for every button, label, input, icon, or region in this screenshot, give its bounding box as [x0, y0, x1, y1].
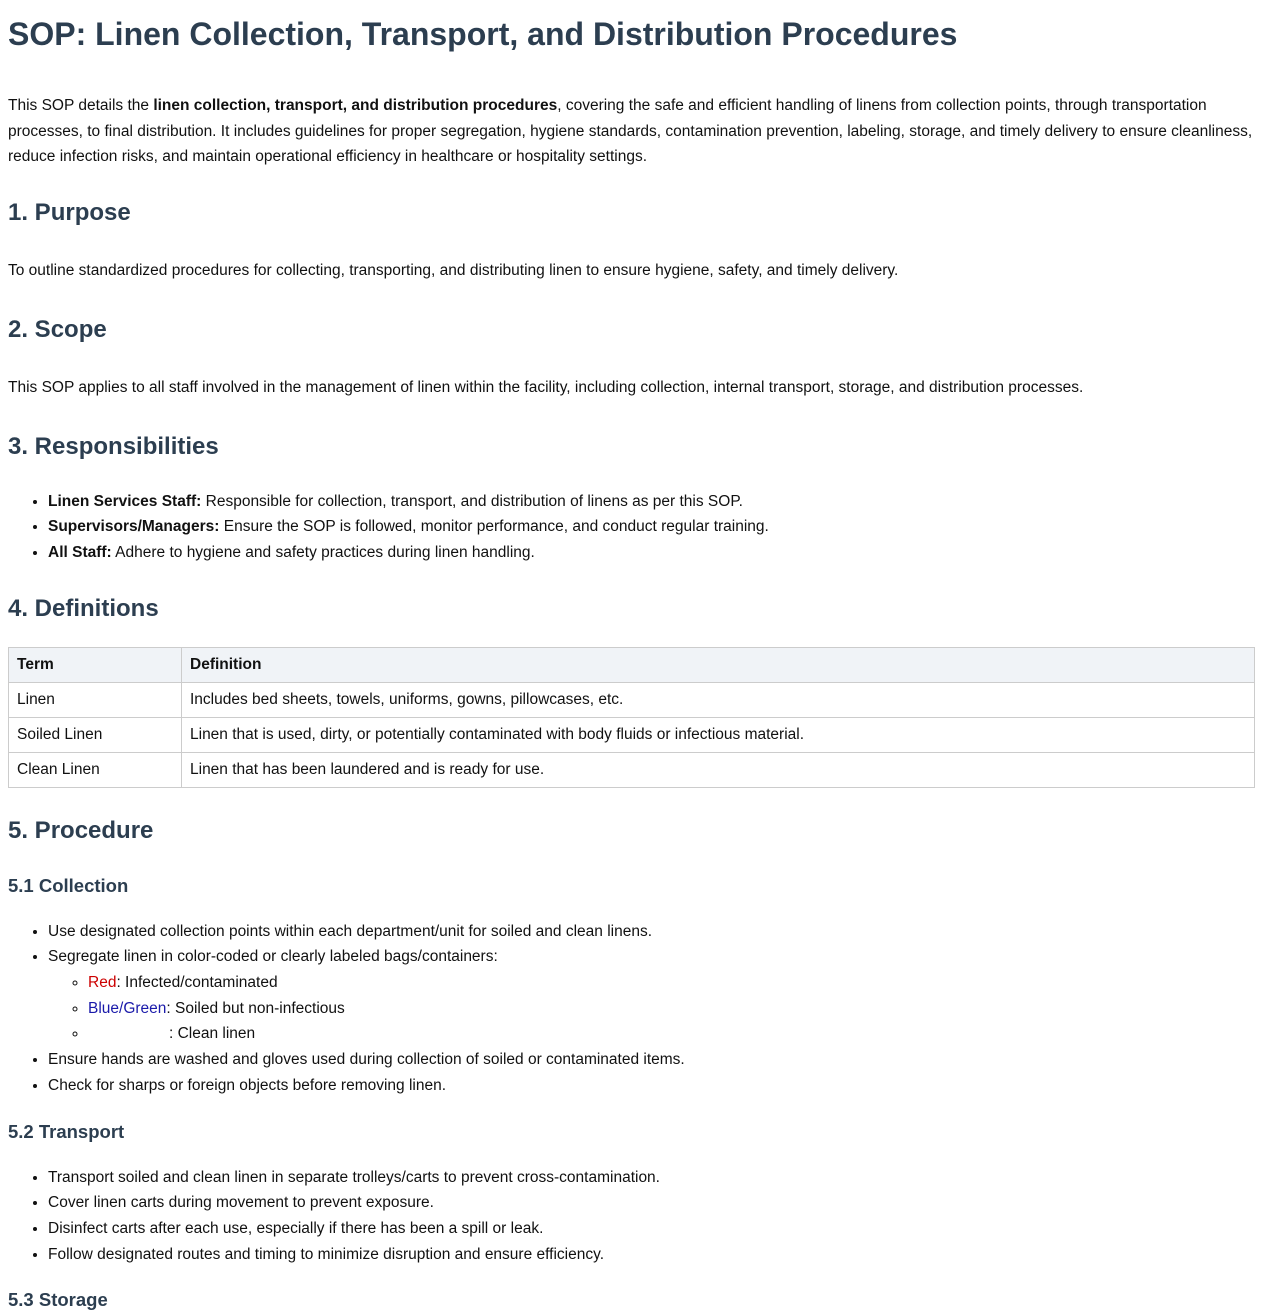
list-item — [88, 1021, 1255, 1047]
color-code-text: : Infected/contaminated — [116, 974, 278, 992]
purpose-heading: 1. Purpose — [8, 198, 131, 226]
intro-paragraph — [8, 93, 1253, 170]
list-item: • Disinfect carts after each use, especially if there has been a spill or leak. — [48, 1216, 1255, 1242]
color-code-text: : Clean linen — [168, 1025, 256, 1043]
definitions-table — [8, 647, 1255, 788]
purpose-text: To outline standardized procedures for collecting, transporting, and distributing linen to ensure hygiene, safety, and timely delivery. — [8, 261, 899, 279]
color-code-text: : Soiled but non-infectious — [166, 999, 345, 1017]
intro-text-end: , covering the safe and efficient handling of linens from collection points, through transportation processes, to final distribution. It includes guidelines for proper segregation, hygiene standards, contamination prevention, labeling, storage, and timely delivery to ensure cleanliness, reduce infection risks, and maintain operational efficiency in healthcare or hospitality settings. — [8, 97, 1253, 165]
intro-text-start: This SOP details the — [8, 97, 154, 114]
role-description: Adhere to hygiene and safety practices during linen handling. — [111, 543, 535, 561]
list-item: • Cover linen carts during movement to prevent exposure. — [48, 1190, 1255, 1216]
color-code-list — [48, 970, 1255, 1047]
list-item: • Follow designated routes and timing to minimize disruption and ensure efficiency. — [48, 1242, 1255, 1268]
page-title: SOP: Linen Collection, Transport, and Distribution Procedures — [8, 16, 958, 52]
table-header-row — [9, 647, 1255, 682]
role-description: Responsible for collection, transport, and distribution of linens as per this SOP. — [201, 492, 743, 510]
list-item — [48, 489, 1255, 515]
color-label-red: Red — [88, 974, 117, 992]
list-item: • Transport soiled and clean linen in separate trolleys/carts to prevent cross-contamination. — [48, 1165, 1255, 1191]
color-label-blue-green: Blue/Green — [88, 999, 167, 1017]
responsibilities-list — [8, 489, 1255, 566]
definition-cell: Linen that has been laundered and is ready for use. — [182, 752, 1255, 787]
table-row — [9, 682, 1255, 717]
collection-heading: 5.1 Collection — [8, 874, 129, 896]
role-label: Linen Services Staff: — [48, 492, 202, 510]
responsibilities-heading: 3. Responsibilities — [8, 432, 219, 460]
color-label-white: White/Clear — [88, 1025, 169, 1043]
table-row — [9, 752, 1255, 787]
intro-bold-text: linen collection, transport, and distribution procedures — [153, 97, 558, 114]
scope-heading: 2. Scope — [8, 316, 107, 343]
role-label: All Staff: — [48, 543, 112, 561]
term-cell: Linen — [9, 682, 182, 717]
term-cell: Soiled Linen — [9, 717, 182, 752]
list-item: • Ensure hands are washed and gloves used during collection of soiled or contaminated items. — [48, 1047, 1255, 1073]
table-row — [9, 717, 1255, 752]
list-item — [48, 540, 1255, 566]
role-description: Ensure the SOP is followed, monitor performance, and conduct regular training. — [219, 518, 769, 536]
transport-list — [8, 1165, 1255, 1268]
list-item: • Check for sharps or foreign objects before removing linen. — [48, 1073, 1255, 1099]
segregation-text: Segregate linen in color-coded or clearly labeled bags/containers: — [48, 948, 498, 966]
list-item — [48, 514, 1255, 540]
storage-heading: 5.3 Storage — [8, 1289, 108, 1311]
definitions-heading: 4. Definitions — [8, 594, 159, 622]
definition-cell: Linen that is used, dirty, or potentially contaminated with body fluids or infectious material. — [182, 717, 1255, 752]
definition-cell: Includes bed sheets, towels, uniforms, gowns, pillowcases, etc. — [182, 682, 1255, 717]
procedure-heading: 5. Procedure — [8, 816, 154, 844]
column-header-definition: Definition — [182, 647, 1255, 682]
term-cell: Clean Linen — [9, 752, 182, 787]
list-item — [88, 970, 1255, 996]
transport-heading: 5.2 Transport — [8, 1120, 125, 1142]
column-header-term: Term — [9, 647, 182, 682]
scope-text: This SOP applies to all staff involved in the management of linen within the facility, including collection, internal transport, storage, and distribution processes. — [8, 379, 1084, 396]
role-label: Supervisors/Managers: — [48, 518, 220, 536]
list-item — [88, 996, 1255, 1022]
list-item: • Use designated collection points within each department/unit for soiled and clean linens. — [48, 919, 1255, 945]
list-item — [48, 944, 1255, 1047]
collection-list — [8, 919, 1255, 1099]
